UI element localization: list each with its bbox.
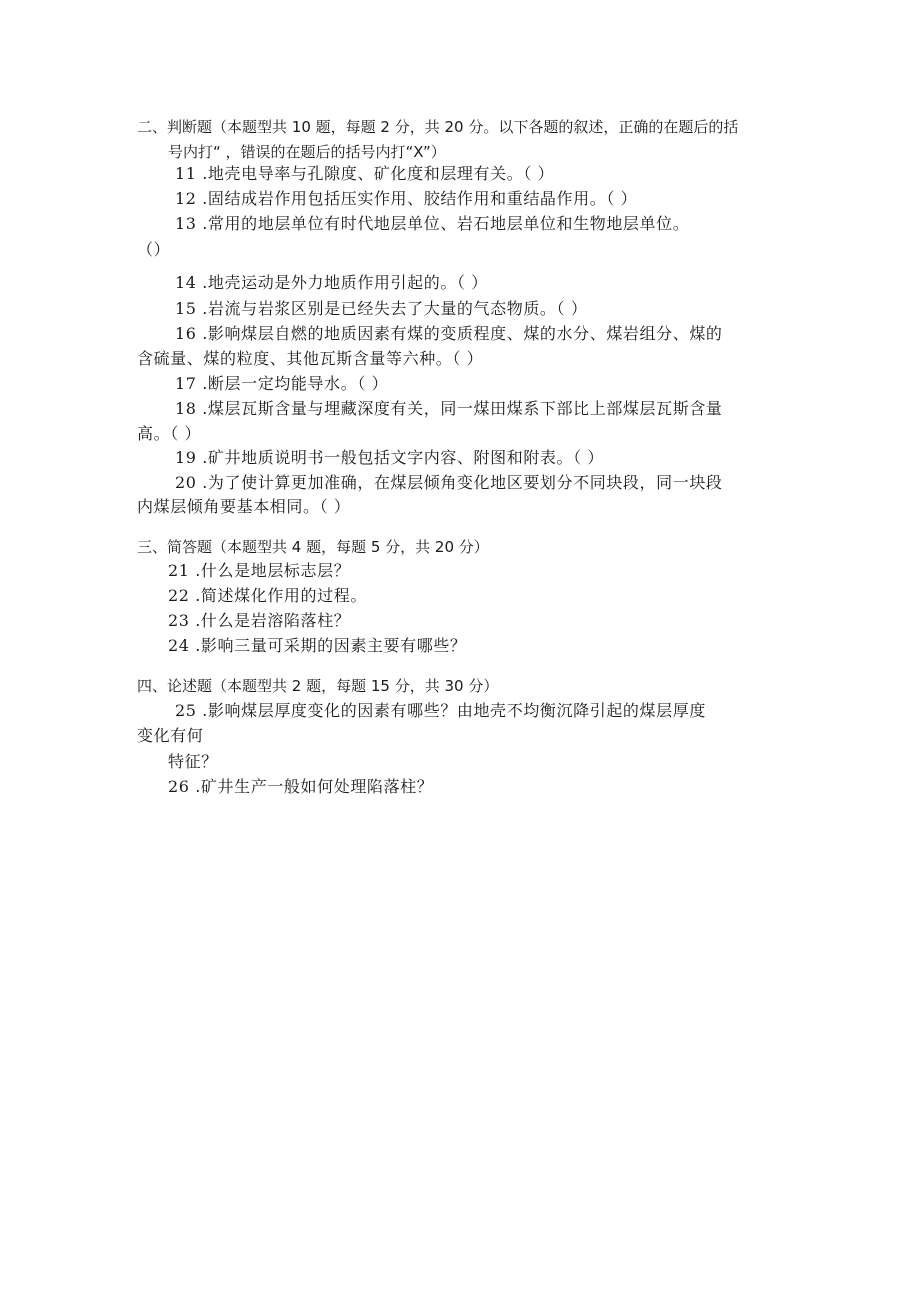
question-13-cont: （） xyxy=(137,240,171,259)
question-20-cont: 内煤层倾角要基本相同。（ ） xyxy=(137,497,351,516)
essay-heading: 四、论述题（本题型共 2 题，每题 15 分，共 30 分） xyxy=(137,677,499,695)
question-18: 18 .煤层瓦斯含量与埋藏深度有关，同一煤田煤系下部比上部煤层瓦斯含量 xyxy=(175,399,723,418)
question-12: 12 .固结成岩作用包括压实作用、胶结作用和重结晶作用。（ ） xyxy=(175,189,638,208)
question-15: 15 .岩流与岩浆区别是已经失去了大量的气态物质。（ ） xyxy=(175,299,588,318)
question-25-cont: 变化有何 xyxy=(137,726,204,745)
question-14: 14 .地壳运动是外力地质作用引起的。（ ） xyxy=(175,273,488,292)
question-25-cont2: 特征？ xyxy=(168,752,218,771)
question-11: 11 .地壳电导率与孔隙度、矿化度和层理有关。（ ） xyxy=(175,164,555,183)
question-21: 21 .什么是地层标志层？ xyxy=(168,561,351,580)
question-22: 22 .简述煤化作用的过程。 xyxy=(168,586,367,605)
question-19: 19 .矿井地质说明书一般包括文字内容、附图和附表。（ ） xyxy=(175,448,605,467)
question-13: 13 .常用的地层单位有时代地层单位、岩石地层单位和生物地层单位。 xyxy=(175,214,690,233)
question-26: 26 .矿井生产一般如何处理陷落柱？ xyxy=(168,777,434,796)
question-17: 17 .断层一定均能导水。（ ） xyxy=(175,374,389,393)
question-25: 25 .影响煤层厚度变化的因素有哪些？由地壳不均衡沉降引起的煤层厚度 xyxy=(175,701,706,720)
judgment-heading: 二、判断题（本题型共 10 题，每题 2 分，共 20 分。以下各题的叙述，正确的在题后的括 xyxy=(137,118,739,136)
question-24: 24 .影响三量可采期的因素主要有哪些？ xyxy=(168,636,467,655)
question-16: 16 .影响煤层自燃的地质因素有煤的变质程度、煤的水分、煤岩组分、煤的 xyxy=(175,324,723,343)
judgment-heading-cont: 号内打“ ，错误的在题后的括号内打“X”） xyxy=(168,143,446,161)
question-23: 23 .什么是岩溶陷落柱？ xyxy=(168,611,351,630)
question-16-cont: 含硫量、煤的粒度、其他瓦斯含量等六种。（ ） xyxy=(137,349,484,368)
short-answer-heading: 三、简答题（本题型共 4 题，每题 5 分，共 20 分） xyxy=(137,538,489,556)
question-20: 20 .为了使计算更加准确，在煤层倾角变化地区要划分不同块段，同一块段 xyxy=(175,473,723,492)
question-18-cont: 高。（ ） xyxy=(137,424,202,443)
